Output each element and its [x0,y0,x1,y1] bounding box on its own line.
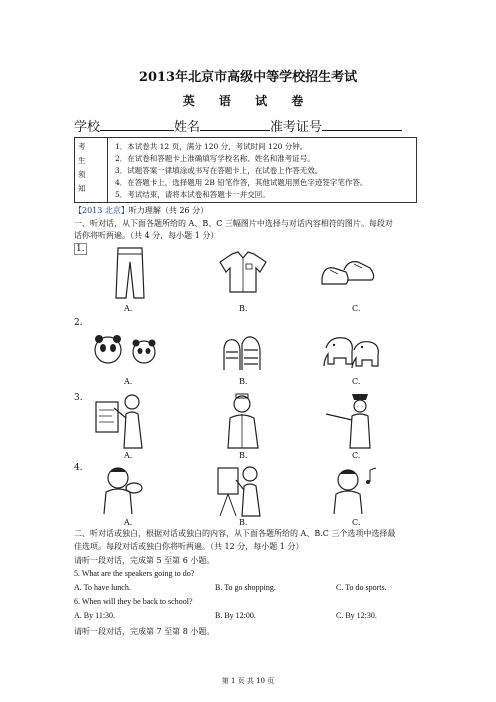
option-b-label: B. [239,518,248,527]
question-5-option-a[interactable]: A. To have lunch. [74,583,131,592]
option-b-label: B. [239,304,248,313]
pandas-picture[interactable] [90,330,164,370]
boy-painting-picture[interactable] [214,462,268,518]
exam-title: 2013年北京市高级中等学校招生考试 [138,70,358,85]
shoes-picture[interactable] [318,256,378,296]
notice-side-char: 生 [78,156,86,165]
notice-box [74,137,417,203]
section-heading [74,205,208,216]
notice-rules [115,141,410,201]
school-label: 学校 [74,120,101,135]
question-2-number: 2. [74,318,83,328]
elephants-picture[interactable] [322,332,382,372]
option-c-label: C. [352,451,361,460]
option-a-label: A. [124,518,133,527]
shirt-picture[interactable] [218,250,268,294]
question-3-number: 3. [74,393,83,403]
option-a-label: A. [124,377,133,386]
question-5-stem: 5. What are the speakers going to do? [74,569,195,578]
name-label: 姓名 [174,120,201,135]
notice-rule: 1．本试卷共 12 页，满分 120 分，考试时间 120 分钟。 [115,142,308,151]
dialogue-2-intro: 请听一段对话，完成第 7 至第 8 小题。 [74,627,215,636]
id-label: 准考证号 [270,120,323,135]
exam-subtitle: 英 语 试 卷 [182,94,314,108]
id-blank[interactable] [322,118,402,131]
student-info-line [74,116,402,135]
question-6-option-b[interactable]: B. By 12:00. [215,611,256,620]
option-c-label: C. [352,377,361,386]
part1-instruction-2: 话你将听两遍。（共 4 分，每小题 1 分） [74,231,219,240]
section-title: 听力理解（共 26 分） [128,206,209,215]
part1-instruction-1: 一、听对话，从下面各题所给的 A、B、C 三幅图片中选择与对话内容相符的图片。每段对 [74,219,393,228]
question-1-number: 1. [76,244,85,254]
section-tag: 【2013 北京】 [74,206,129,215]
boy-eating-picture[interactable] [98,464,148,516]
question-6-option-a[interactable]: A. By 11:30. [74,611,116,620]
school-blank[interactable] [100,118,174,131]
question-5-option-c[interactable]: C. To do sports. [336,583,387,592]
option-b-label: B. [239,377,248,386]
notice-rule: 2．在试卷和答题卡上准确填写学校名称、姓名和准考证号。 [115,154,315,163]
page-footer: 第 1 页 共 10 页 [221,677,275,685]
option-c-label: C. [352,304,361,313]
trousers-picture[interactable] [110,246,150,300]
question-6-option-c[interactable]: C. By 12:30. [336,611,377,620]
teacher-picture[interactable] [94,392,156,450]
dialogue-1-intro: 请听一段对话，完成第 5 至第 6 小题。 [74,556,215,565]
notice-side-char: 知 [78,184,86,193]
notice-side-label [75,138,108,202]
option-b-label: B. [239,451,248,460]
tigers-picture[interactable] [218,330,266,374]
question-5-option-b[interactable]: B. To go shopping. [215,583,276,592]
question-6-stem: 6. When will they be back to school? [74,597,193,606]
option-a-label: A. [124,304,133,313]
notice-rule: 5．考试结束，请将本试卷和答题卡一并交回。 [115,190,270,199]
doctor-picture[interactable] [220,392,266,450]
notice-side-char: 考 [78,142,86,151]
option-c-label: C. [352,518,361,527]
policeman-picture[interactable] [322,392,384,450]
boy-singing-picture[interactable] [326,464,382,516]
notice-rule: 4．在答题卡上，选择题用 2B 铅笔作答，其他试题用黑色字迹签字笔作答。 [115,178,368,187]
part2-instruction-2: 佳选项。每段对话或独白你将听两遍。（共 12 分，每小题 1 分） [74,542,304,551]
part2-instruction-1: 二、听对话或独白，根据对话或独白的内容，从下面各题所给的 A、B.C 三个选项中选择最 [74,529,396,538]
notice-rule: 3．试题答案一律填涂或书写在答题卡上，在试卷上作答无效。 [115,166,323,175]
option-a-label: A. [124,451,133,460]
question-4-number: 4. [74,463,83,473]
notice-side-char: 须 [78,170,86,179]
name-blank[interactable] [200,118,270,131]
